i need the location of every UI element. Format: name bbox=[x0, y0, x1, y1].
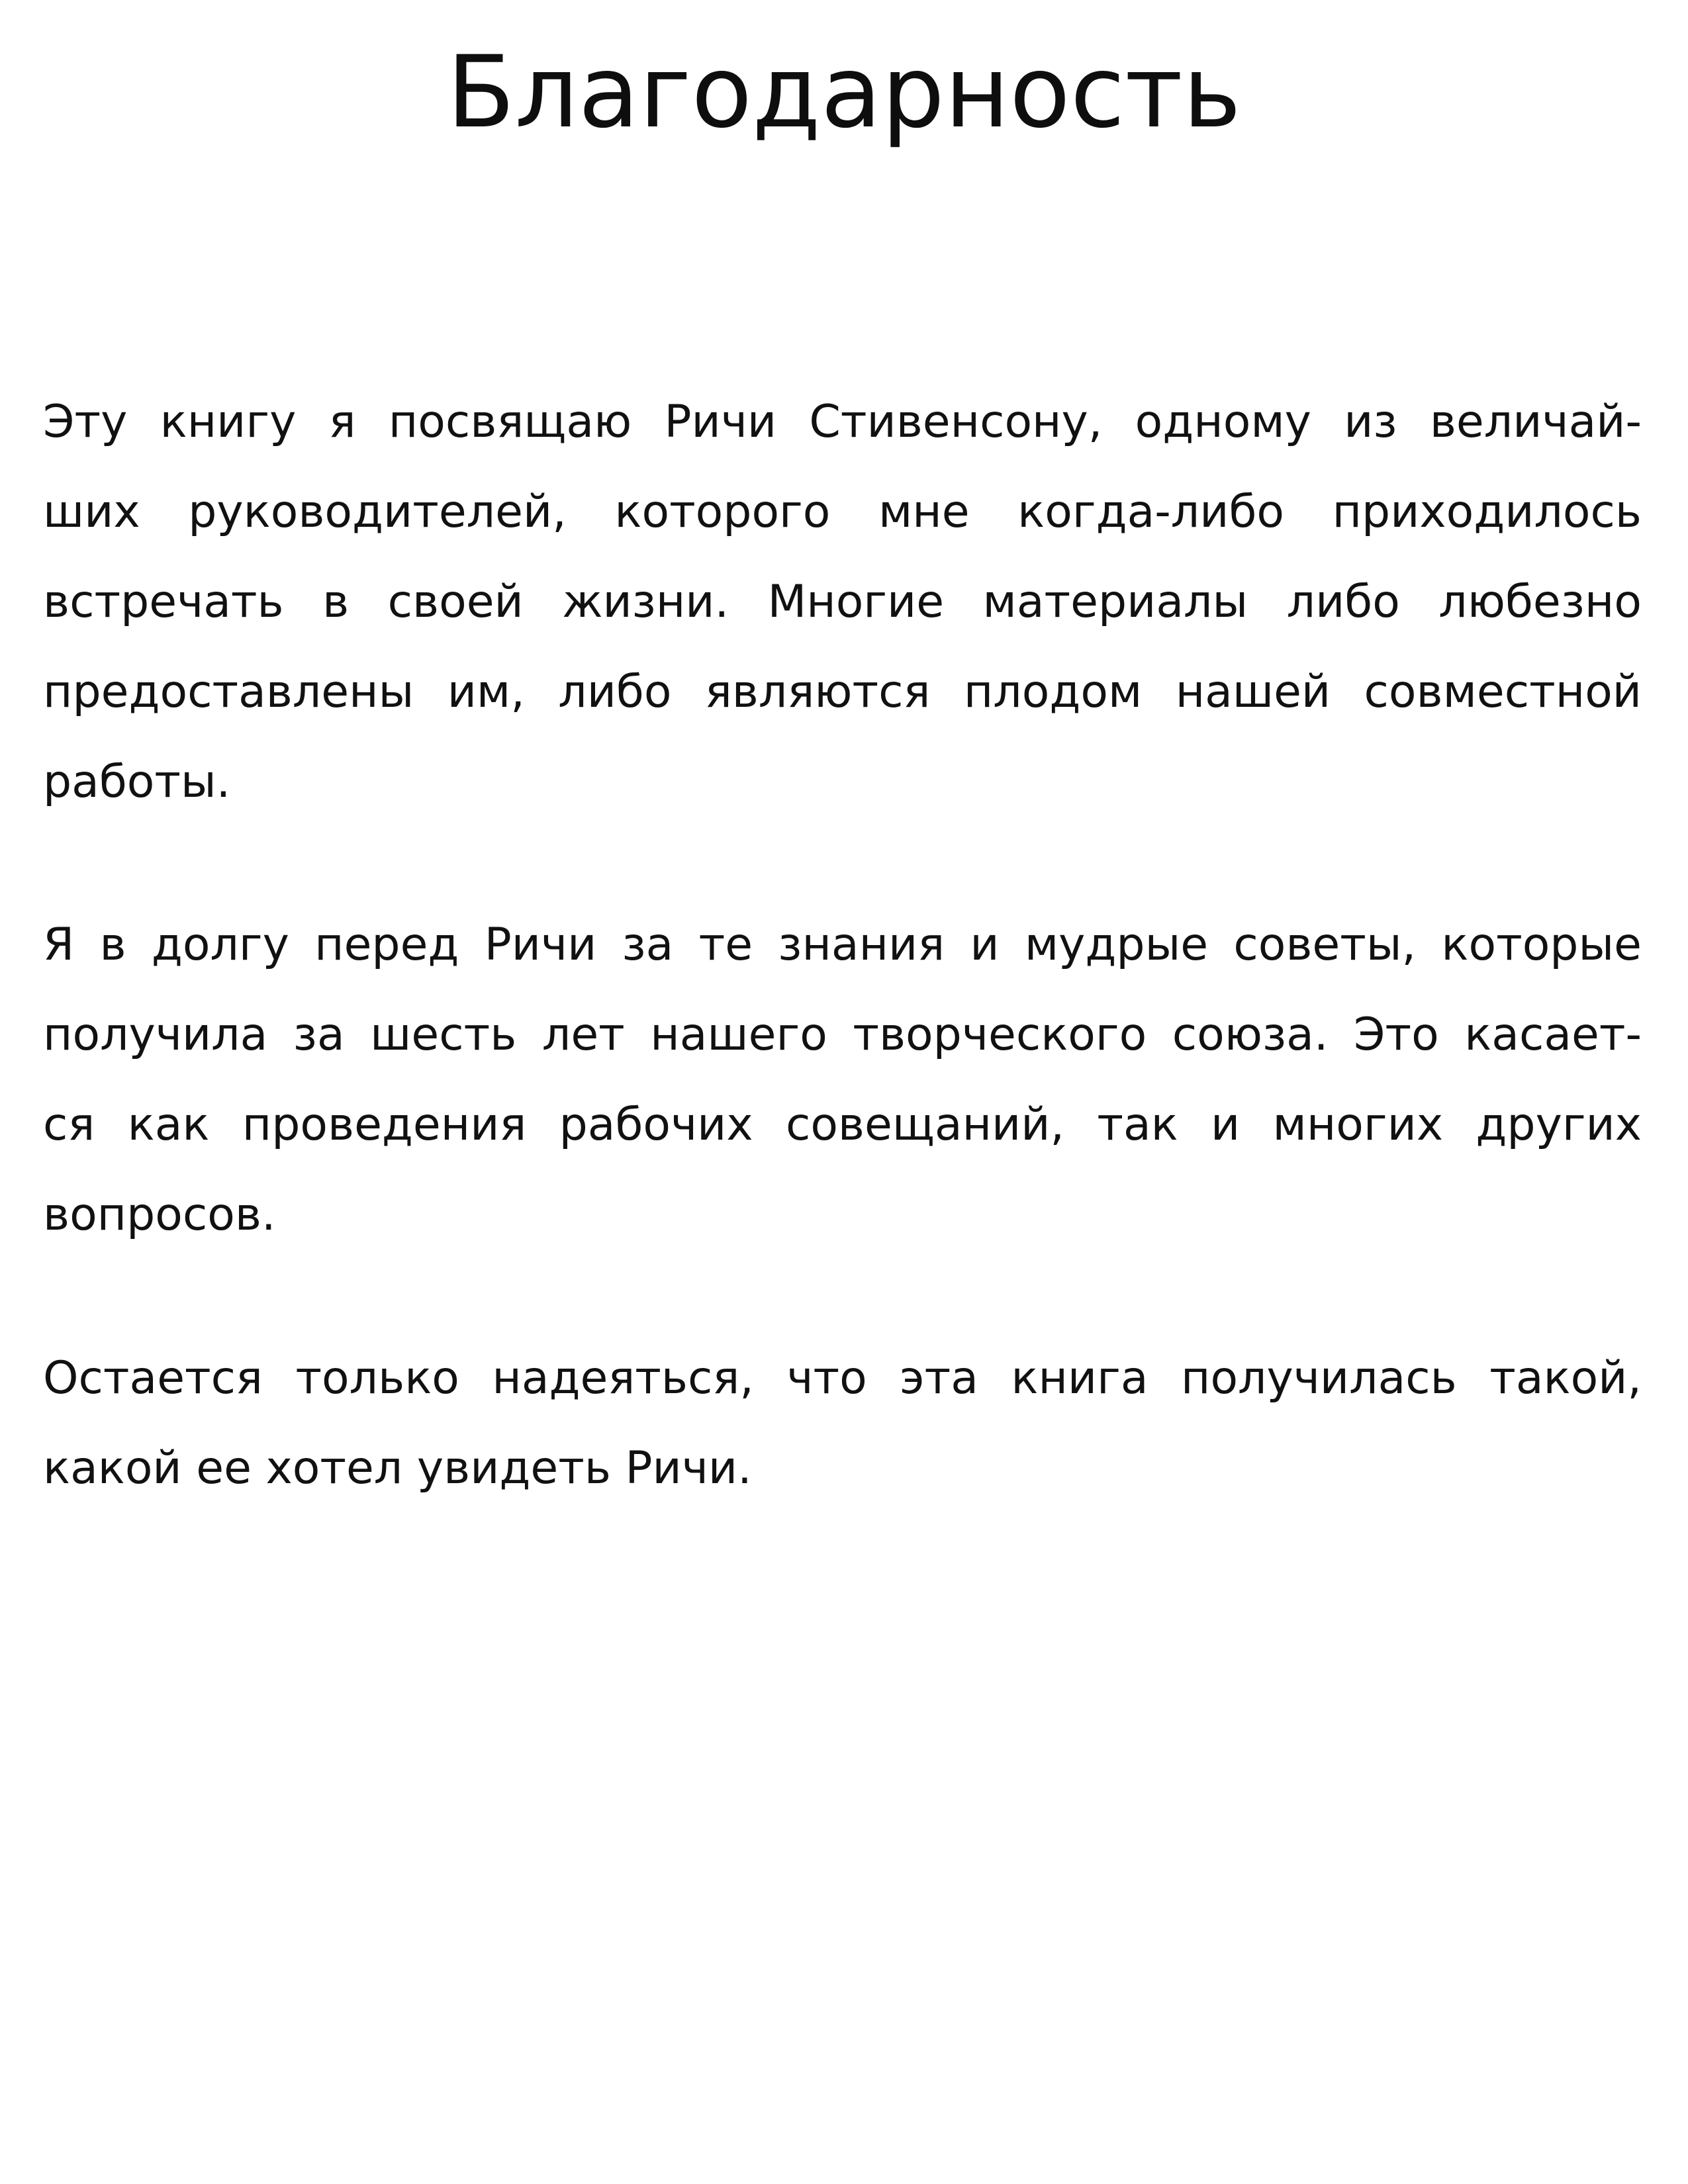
paragraph-dedication bbox=[43, 377, 1642, 827]
text-line: Я в долгу перед Ричи за те знания и мудрые советы, которые bbox=[43, 919, 1642, 971]
text-line: вопросов. bbox=[43, 1189, 276, 1241]
page-title: Благодарность bbox=[446, 35, 1242, 150]
text-line: Остается только надеяться, что эта книга получилась такой, bbox=[43, 1352, 1642, 1404]
text-line: получила за шесть лет нашего творческого союза. Это касает- bbox=[43, 1009, 1642, 1061]
text-line: какой ее хотел увидеть Ричи. bbox=[43, 1442, 752, 1494]
paragraph-closing bbox=[43, 1334, 1642, 1514]
paragraph-gratitude bbox=[43, 900, 1642, 1260]
text-line: предоставлены им, либо являются плодом нашей совместной bbox=[43, 666, 1642, 718]
text-line: работы. bbox=[43, 756, 231, 808]
text-line: встречать в своей жизни. Многие материалы либо любезно bbox=[43, 576, 1642, 628]
text-line: ся как проведения рабочих совещаний, так и многих других bbox=[43, 1099, 1642, 1151]
text-line: ших руководителей, которого мне когда-либо приходилось bbox=[43, 486, 1642, 538]
text-line: Эту книгу я посвящаю Ричи Стивенсону, одному из величай- bbox=[43, 396, 1642, 448]
